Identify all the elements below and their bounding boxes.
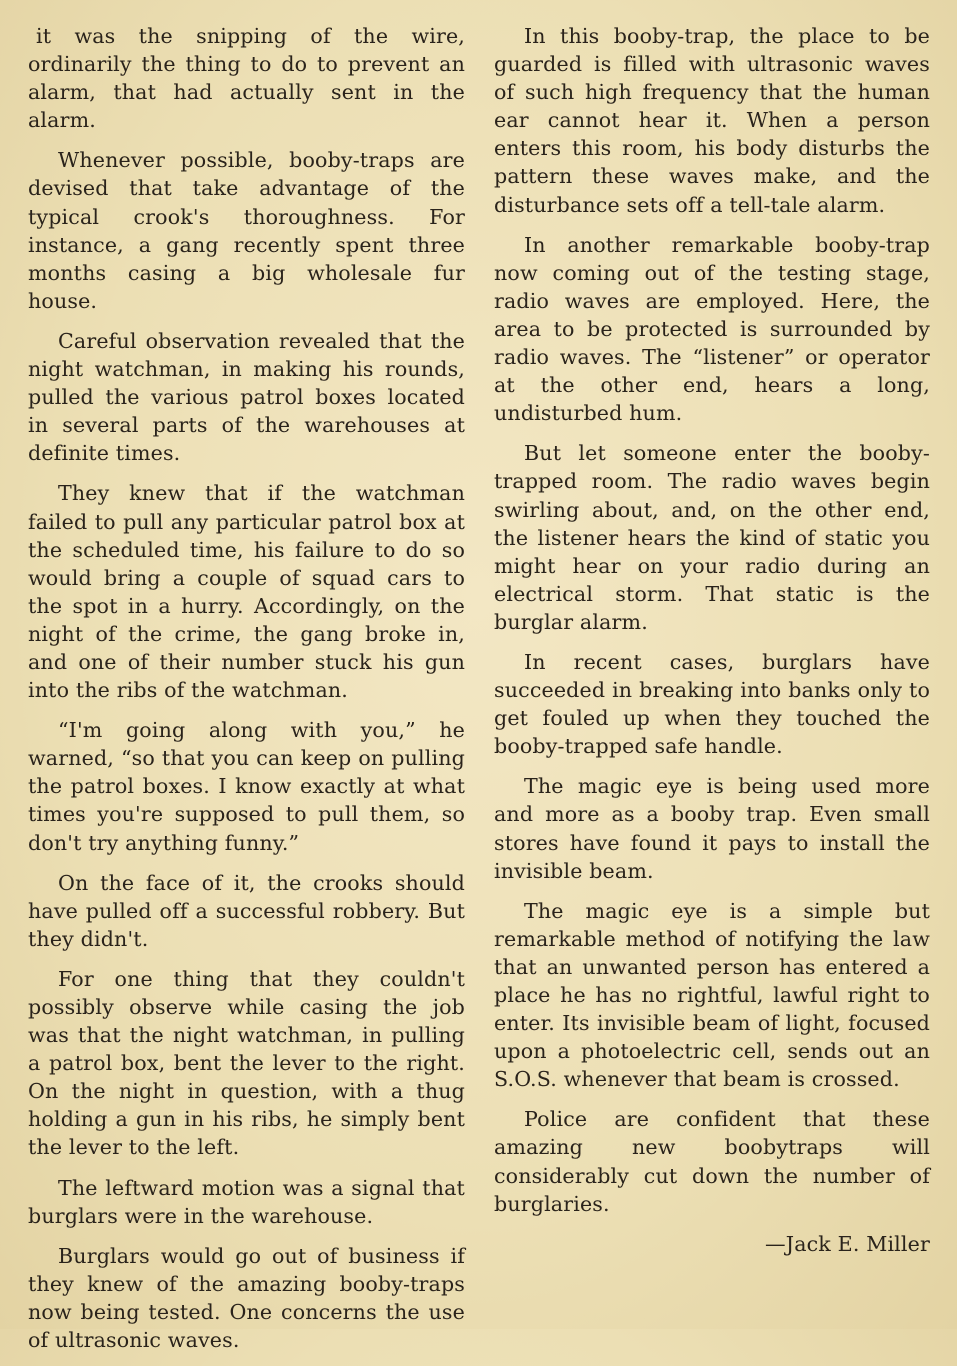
paragraph: For one thing that they couldn't possibly observe while casing the job was that the night watchman, in pulling a patrol box, bent the lever to the right. On the night in question, with a thug holding a gun in his ribs, he simply bent the lever to the left. bbox=[28, 966, 465, 1160]
paragraph: The leftward motion was a signal that burglars were in the warehouse. bbox=[28, 1175, 465, 1228]
paragraph: On the face of it, the crooks should have pulled off a successful robbery. But they didn't. bbox=[28, 870, 465, 951]
paragraph: But let someone enter the booby-trapped room. The radio waves begin swirling about, and, on the other end, the listener hears the kind of static you might hear on your radio during an electrical storm. That static is the burglar alarm. bbox=[494, 441, 930, 634]
left-column bbox=[28, 22, 465, 1366]
paragraph: In recent cases, burglars have succeeded in breaking into banks only to get fouled up when they touched the booby-trapped safe handle. bbox=[494, 649, 930, 759]
paragraph: They knew that if the watchman failed to pull any particular patrol box at the scheduled time, his failure to do so would bring a couple of squad cars to the spot in a hurry. Accordingly, on the night of the crime, the gang broke in, and one of their number stuck his gun into the ribs of the watchman. bbox=[28, 481, 465, 703]
paragraph: it was the snipping of the wire, ordinarily the thing to do to prevent an alarm, that had actually sent in the alarm. bbox=[28, 24, 465, 133]
paragraph: In another remarkable booby-trap now coming out of the testing stage, radio waves are employed. Here, the area to be protected is surrounded by radio waves. The “listener” or operator at the other end, hears a long, undisturbed hum. bbox=[494, 232, 930, 426]
paragraph: Burglars would go out of business if they knew of the amazing booby-traps now being tested. One concerns the use of ultrasonic waves. bbox=[28, 1243, 465, 1353]
paragraph: In this booby-trap, the place to be guarded is filled with ultrasonic waves of such high frequency that the human ear cannot hear it. When a person enters this room, his body disturbs the pattern these waves make, and the disturbance sets off a tell-tale alarm. bbox=[494, 24, 930, 217]
paragraph: The magic eye is a simple but remarkable method of notifying the law that an unwanted person has entered a place he has no rightful, lawful right to enter. Its invisible beam of light, focused upon a photoelectric cell, sends out an S.O.S. whenever that beam is crossed. bbox=[494, 898, 930, 1092]
paragraph: Careful observation revealed that the night watchman, in making his rounds, pulled the various patrol boxes located in several parts of the warehouses at definite times. bbox=[28, 328, 465, 466]
paragraph: Whenever possible, booby-traps are devised that take advantage of the typical crook's thoroughness. For instance, a gang recently spent three months casing a big wholesale fur house. bbox=[28, 148, 465, 313]
right-column bbox=[494, 22, 930, 1270]
paragraph: “I'm going along with you,” he warned, “so that you can keep on pulling the patrol boxes. I know exactly at what times you're supposed to pull them, so don't try anything funny.” bbox=[28, 718, 465, 855]
paragraph: The magic eye is being used more and more as a booby trap. Even small stores have found it pays to install the invisible beam. bbox=[494, 774, 930, 883]
author-byline: —Jack E. Miller bbox=[765, 1231, 930, 1256]
paragraph: Police are confident that these amazing new boobytraps will considerably cut down the number of burglaries. bbox=[494, 1107, 930, 1216]
